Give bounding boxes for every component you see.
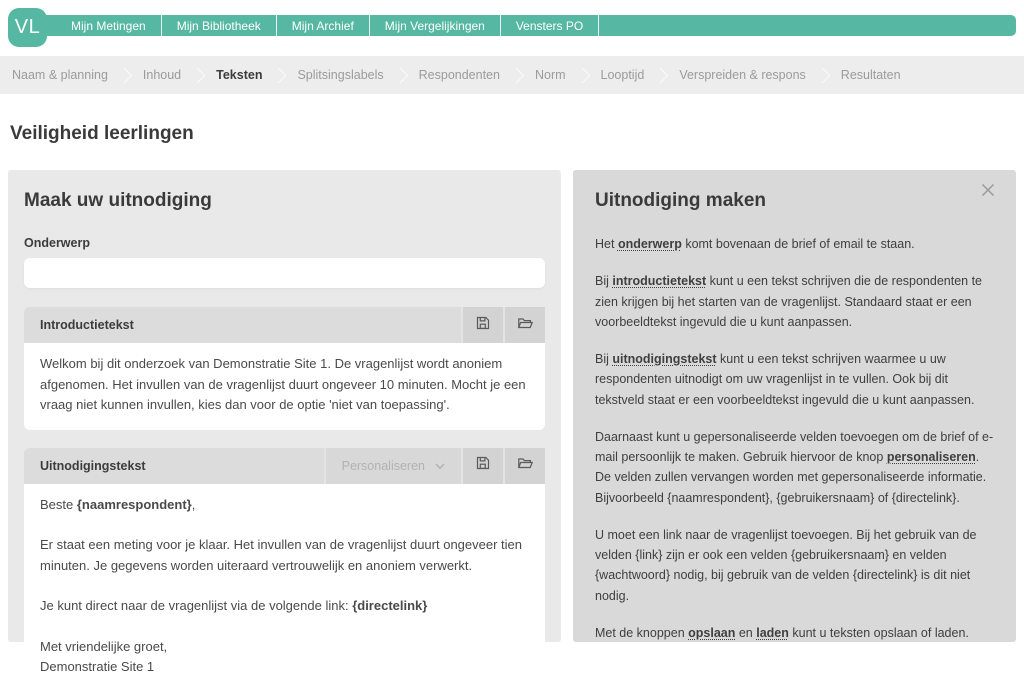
editor-title: Maak uw uitnodiging [24, 190, 212, 211]
step-teksten[interactable]: Teksten [216, 68, 263, 82]
help-paragraph: U moet een link naar de vragenlijst toevoegen. Bij het gebruik van de velden {link} zijn er ook een velden {gebruikersnaam} en velden {wachtwoord} nodig, bij gebruik van de velden {directelink} is dit niet nodig. [595, 527, 977, 603]
personalize-dropdown[interactable] [324, 448, 461, 484]
folder-open-icon [517, 315, 534, 336]
step-resultaten[interactable]: Resultaten [840, 68, 901, 82]
folder-open-icon [517, 455, 534, 476]
invitation-text[interactable] [24, 484, 545, 692]
invitation-paragraph: Er staat een meting voor je klaar. Het invullen van de vragenlijst duurt ongeveer tien minuten. Je gegevens worden uiteraard vertrouwelijk en anoniem verwerkt. [40, 537, 522, 573]
invitation-header [24, 448, 545, 484]
invitation-paragraph: Met vriendelijke groet, Demonstratie Site 1 [40, 638, 168, 675]
help-panel [573, 170, 1016, 642]
introduction-header [24, 307, 545, 343]
step-splitsingslabels[interactable]: Splitsingslabels [297, 68, 384, 82]
help-paragraph: Het onderwerp komt bovenaan de brief of email te staan. [595, 237, 915, 251]
help-paragraph: Bij introductietekst kunt u een tekst schrijven die de respondenten te zien krijgen bij het starten van de vragenlijst. Standaard staat er een voorbeeldtekst ingevuld die u kunt aanpassen. [595, 274, 983, 329]
invitation-editor-panel [8, 170, 561, 675]
introduction-section [24, 307, 545, 430]
step-looptijd[interactable]: Looptijd [600, 68, 645, 82]
close-icon [980, 185, 996, 202]
save-icon [475, 315, 491, 336]
load-button[interactable] [503, 307, 545, 343]
step-naam-planning[interactable]: Naam & planning [12, 68, 108, 82]
load-button[interactable] [503, 448, 545, 484]
step-verspreiden-respons[interactable]: Verspreiden & respons [679, 68, 806, 82]
save-button[interactable] [461, 448, 503, 484]
nav-item-vensters-po[interactable]: Vensters PO [501, 15, 599, 36]
wizard-stepper [0, 56, 1024, 94]
step-respondenten[interactable]: Respondenten [418, 68, 500, 82]
nav-item-mijn-metingen[interactable]: Mijn Metingen [56, 15, 162, 36]
close-button[interactable] [980, 182, 1000, 202]
step-inhoud[interactable]: Inhoud [142, 68, 182, 82]
subject-label: Onderwerp [24, 236, 90, 250]
chevron-right-icon [509, 67, 525, 83]
top-bar [0, 0, 1024, 56]
save-button[interactable] [461, 307, 503, 343]
nav-item-mijn-archief[interactable]: Mijn Archief [277, 15, 370, 36]
save-icon [475, 455, 491, 476]
chevron-right-icon [815, 67, 831, 83]
chevron-right-icon [271, 67, 287, 83]
help-paragraph: Met de knoppen opslaan en laden kunt u teksten opslaan of laden. [595, 625, 969, 640]
chevron-right-icon [574, 67, 590, 83]
invitation-section [24, 448, 545, 692]
help-paragraph: Daarnaast kunt u gepersonaliseerde velden toevoegen om de brief of e-mail persoonlijk te maken. Gebruik hiervoor de knop personaliseren. De velden zullen vervangen worden met gepersonaliseerde informatie. Bijvoorbeeld {naamrespondent}, {gebruikersnaam} of {directelink}. [595, 429, 994, 505]
help-paragraph: Bij uitnodigingstekst kunt u een tekst schrijven waarmee u uw respondenten uitnodigt om uw vragenlijst in te vullen. Ook bij dit tekstveld staat er een voorbeeldtekst ingevuld die u kunt aanpassen. [595, 352, 975, 407]
step-norm[interactable]: Norm [534, 68, 566, 82]
subject-input[interactable] [24, 258, 545, 288]
chevron-down-icon [435, 459, 445, 473]
nav-item-mijn-bibliotheek[interactable]: Mijn Bibliotheek [162, 15, 277, 36]
content-area [8, 170, 1016, 675]
invitation-title: Uitnodigingstekst [40, 458, 146, 473]
personalize-label: Personaliseren [341, 458, 425, 473]
invitation-paragraph: Je kunt direct naar de vragenlijst via de volgende link: {directelink} [40, 598, 428, 614]
chevron-right-icon [653, 67, 669, 83]
main-nav [28, 15, 1016, 36]
nav-item-mijn-vergelijkingen[interactable]: Mijn Vergelijkingen [370, 15, 501, 36]
introduction-title: Introductietekst [40, 318, 134, 332]
app-logo[interactable]: VL [8, 8, 47, 47]
page-title: Veiligheid leerlingen [10, 123, 194, 144]
help-title: Uitnodiging maken [595, 190, 766, 211]
chevron-right-icon [392, 67, 408, 83]
introduction-text[interactable]: Welkom bij dit onderzoek van Demonstratie Site 1. De vragenlijst wordt anoniem afgenomen. Het invullen van de vragenlijst duurt ongeveer 10 minuten. Mocht je een vraag niet kunnen invullen, kies dan voor de optie 'niet van toepassing'. [24, 343, 545, 430]
chevron-right-icon [190, 67, 206, 83]
invitation-paragraph: Beste {naamrespondent}, [40, 496, 196, 512]
chevron-right-icon [117, 67, 133, 83]
